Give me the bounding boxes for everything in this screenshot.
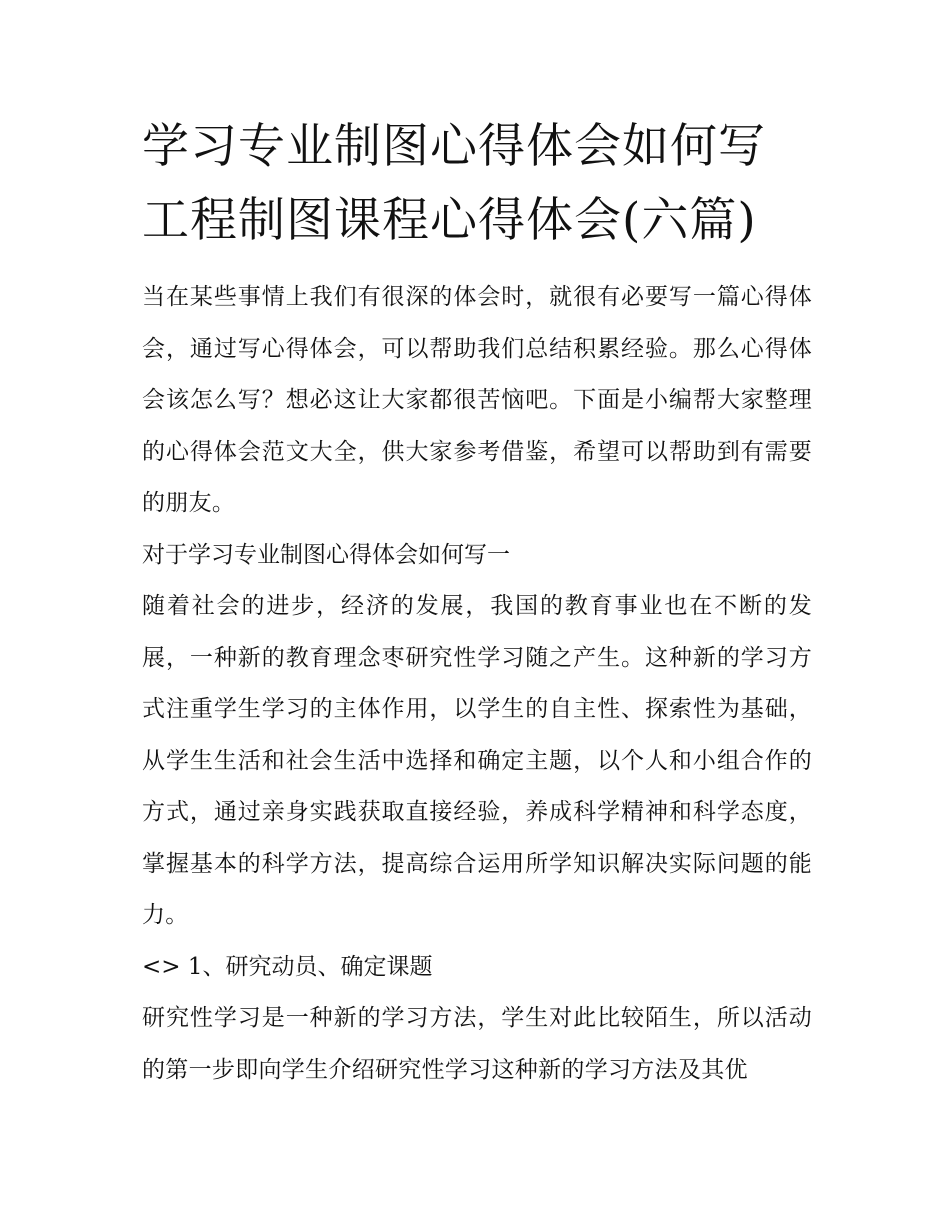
step-heading: <> 1、研究动员、确定课题: [142, 953, 433, 980]
body-paragraph: 随着社会的进步，经济的发展，我国的教育事业也在不断的发展，一种新的教育理念枣研究性学习随之产生。这种新的学习方式注重学生学习的主体作用，以学生的自主性、探索性为基础，从学生生活和社会生活中选择和确定主题，以个人和小组合作的方式，通过亲身实践获取直接经验，养成科学精神和科学态度，掌握基本的科学方法，提高综合运用所学知识解决实际问题的能力。: [142, 593, 812, 928]
section-heading: 对于学习专业制图心得体会如何写一: [142, 541, 510, 568]
intro-paragraph: 当在某些事情上我们有很深的体会时，就很有必要写一篇心得体会，通过写心得体会，可以帮助我们总结积累经验。那么心得体会该怎么写？想必这让大家都很苦恼吧。下面是小编帮大家整理的心得体会范文大全，供大家参考借鉴，希望可以帮助到有需要的朋友。: [142, 284, 812, 516]
document-title: [142, 110, 812, 258]
title-line-2: 工程制图课程心得体会(六篇): [142, 193, 757, 248]
step-paragraph: 研究性学习是一种新的学习方法，学生对此比较陌生，所以活动的第一步即向学生介绍研究性学习这种新的学习方法及其优: [142, 1005, 812, 1083]
document-page: [142, 110, 812, 1096]
title-line-1: 学习专业制图心得体会如何写: [142, 119, 766, 174]
